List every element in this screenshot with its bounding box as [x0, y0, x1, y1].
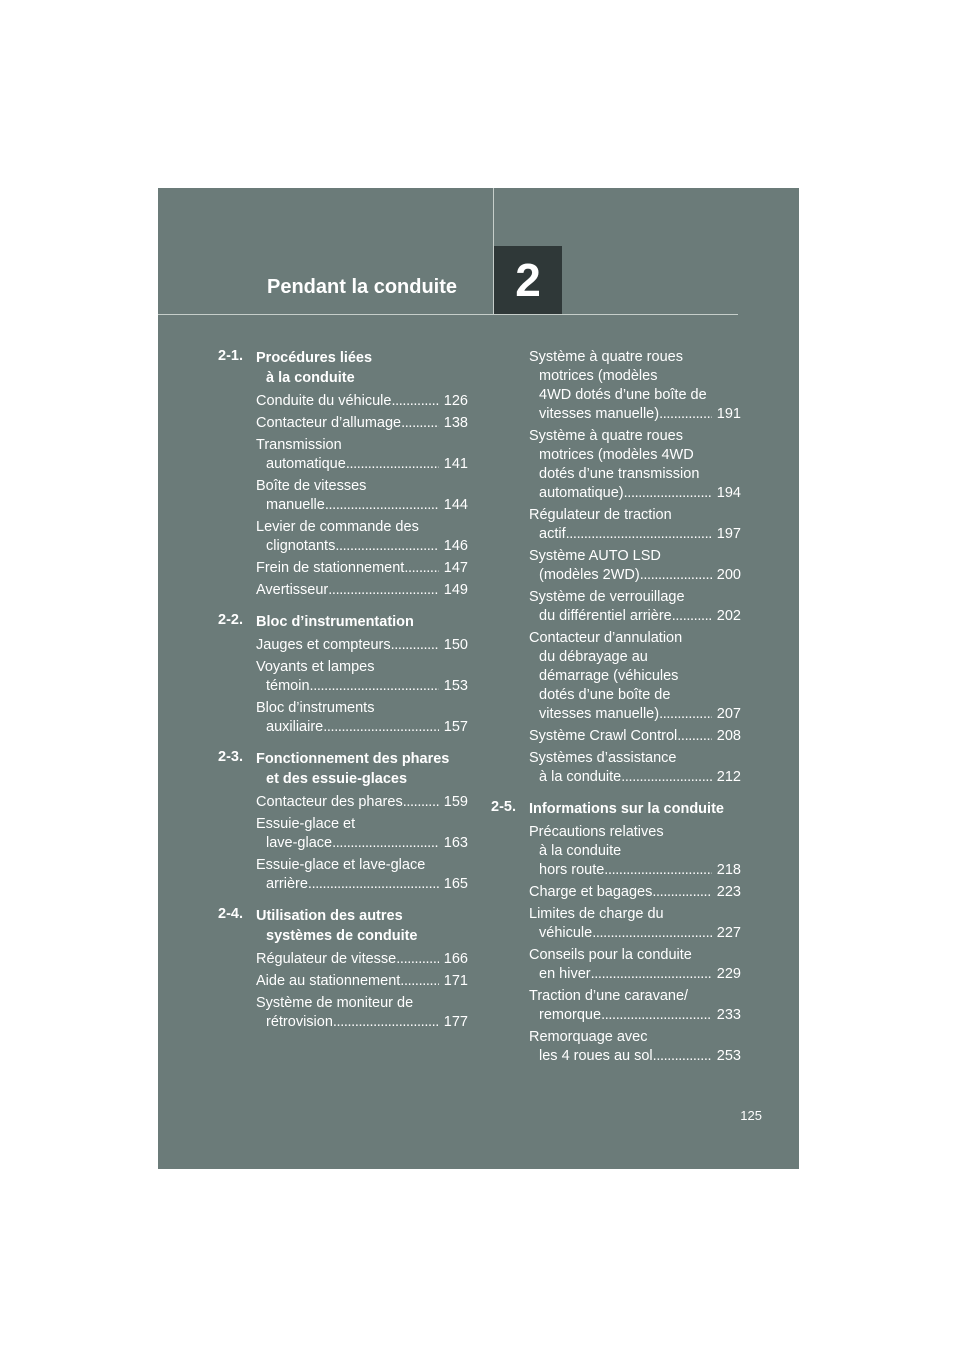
toc-entry[interactable] [256, 581, 468, 600]
toc-entry-text: dotés d’une boîte de [539, 687, 671, 703]
toc-entry[interactable] [529, 987, 741, 1025]
dot-leader [400, 972, 439, 991]
toc-entry-text: Conduite du véhicule [256, 393, 392, 409]
dot-leader [601, 1006, 712, 1025]
toc-entry-text: Système de moniteur de [256, 995, 414, 1011]
toc-entry-text: Aide au stationnement [256, 973, 401, 989]
dot-leader [659, 405, 712, 424]
toc-entry-text: automatique) [539, 485, 624, 501]
toc-entry-text: (modèles 2WD) [539, 567, 640, 583]
toc-entry[interactable] [256, 699, 468, 737]
dot-leader [404, 559, 438, 578]
toc-section [218, 749, 468, 894]
dot-leader [640, 566, 712, 585]
toc-page-ref: 208 [716, 728, 741, 744]
toc-entry[interactable] [256, 793, 468, 812]
toc-entry-text: rétrovision [266, 1014, 333, 1030]
toc-entry-text: Limites de charge du [529, 906, 664, 922]
toc-page-ref: 223 [716, 884, 741, 900]
toc-entry-text: Essuie-glace et lave-glace [256, 857, 426, 873]
toc-entry[interactable] [256, 815, 468, 853]
chapter-panel [158, 188, 799, 1169]
section-title-line: Procédures liées [256, 350, 373, 366]
toc-entry-text: Contacteur d’annulation [529, 630, 683, 646]
chapter-title: Pendant la conduite [267, 276, 458, 298]
toc-page-ref: 177 [443, 1014, 468, 1030]
toc-page-ref: 200 [716, 567, 741, 583]
toc-entry[interactable] [529, 588, 741, 626]
toc-entry-text: Frein de stationnement [256, 560, 405, 576]
toc-entry-text: à la conduite [539, 843, 622, 859]
toc-entry[interactable] [529, 547, 741, 585]
dot-leader [310, 677, 439, 696]
dot-leader [332, 834, 439, 853]
toc-entry-text: dotés d’une transmission [539, 466, 700, 482]
toc-entry[interactable] [529, 506, 741, 544]
toc-entry-text: Contacteur d’allumage [256, 415, 402, 431]
toc-entry-text: Charge et bagages [529, 884, 653, 900]
dot-leader [592, 924, 712, 943]
toc-entry-text: auxiliaire [266, 719, 324, 735]
toc-entry[interactable] [256, 972, 468, 991]
toc-page-ref: 141 [443, 456, 468, 472]
toc-entry[interactable] [256, 658, 468, 696]
toc-entry-text: témoin [266, 678, 310, 694]
toc-column-right [491, 348, 741, 1078]
toc-page-ref: 153 [443, 678, 468, 694]
toc-entry[interactable] [256, 518, 468, 556]
page-number: 125 [740, 1108, 762, 1123]
toc-entry[interactable] [529, 629, 741, 724]
toc-entry[interactable] [256, 414, 468, 433]
toc-entry[interactable] [529, 946, 741, 984]
toc-page-ref: 149 [443, 582, 468, 598]
toc-entry-text: Levier de commande des [256, 519, 419, 535]
toc-entry[interactable] [256, 994, 468, 1032]
toc-page-ref: 197 [716, 526, 741, 542]
toc-page-ref: 157 [443, 719, 468, 735]
dot-leader [403, 793, 439, 812]
toc-page-ref: 159 [443, 794, 468, 810]
toc-column-left [218, 348, 468, 1044]
toc-page-ref: 194 [716, 485, 741, 501]
section-title-line: et des essuie-glaces [266, 771, 408, 787]
toc-entry-text: Remorquage avec [529, 1029, 648, 1045]
toc-entry-text: Voyants et lampes [256, 659, 375, 675]
section-number: 2-2. [218, 612, 243, 628]
toc-entry-text: automatique [266, 456, 346, 472]
dot-leader [672, 607, 712, 626]
toc-entry-text: du débrayage au [539, 649, 648, 665]
dot-leader [604, 861, 712, 880]
dot-leader [591, 965, 712, 984]
section-title-line: systèmes de conduite [266, 928, 418, 944]
toc-entry-text: hors route [539, 862, 605, 878]
toc-entry-text: Systèmes d’assistance [529, 750, 677, 766]
toc-page-ref: 202 [716, 608, 741, 624]
dot-leader [624, 484, 712, 503]
toc-page-ref: 207 [716, 706, 741, 722]
dot-leader [566, 525, 712, 544]
dot-leader [396, 950, 439, 969]
toc-entry[interactable] [529, 427, 741, 503]
toc-entry[interactable] [256, 950, 468, 969]
toc-section [218, 906, 468, 1032]
toc-entry[interactable] [256, 477, 468, 515]
section-title-line: Informations sur la conduite [529, 801, 724, 817]
toc-entry[interactable] [529, 1028, 741, 1066]
toc-entry[interactable] [529, 883, 741, 902]
toc-page-ref: 191 [716, 406, 741, 422]
toc-entry-text: Boîte de vitesses [256, 478, 367, 494]
toc-section [491, 348, 741, 787]
toc-page-ref: 126 [443, 393, 468, 409]
toc-entry-text: véhicule [539, 925, 593, 941]
toc-section [218, 612, 468, 737]
section-title-line: Utilisation des autres [256, 908, 403, 924]
toc-entry-text: Avertisseur [256, 582, 329, 598]
toc-page-ref: 163 [443, 835, 468, 851]
dot-leader [346, 455, 439, 474]
section-title [529, 799, 741, 819]
section-title [256, 348, 468, 388]
dot-leader [333, 1013, 439, 1032]
toc-page-ref: 165 [443, 876, 468, 892]
toc-entry-text: Régulateur de vitesse [256, 951, 397, 967]
toc-entry-text: vitesses manuelle) [539, 706, 660, 722]
dot-leader [621, 768, 712, 787]
toc-page-ref: 218 [716, 862, 741, 878]
dot-leader [328, 581, 439, 600]
toc-entry-text: clignotants [266, 538, 336, 554]
toc-entry-text: vitesses manuelle) [539, 406, 660, 422]
toc-entry-text: du différentiel arrière [539, 608, 672, 624]
toc-entry[interactable] [256, 392, 468, 411]
dot-leader [335, 537, 438, 556]
toc-entry[interactable] [529, 823, 741, 880]
toc-entry-text: Transmission [256, 437, 342, 453]
toc-entry[interactable] [529, 905, 741, 943]
toc-entry-text: Système AUTO LSD [529, 548, 661, 564]
toc-entry-text: démarrage (véhicules [539, 668, 679, 684]
section-number: 2-1. [218, 348, 243, 364]
toc-entry-text: remorque [539, 1007, 602, 1023]
section-title [256, 612, 468, 632]
toc-entry-text: les 4 roues au sol [539, 1048, 653, 1064]
toc-entry-text: motrices (modèles 4WD [539, 447, 694, 463]
header-divider-horizontal [158, 314, 738, 315]
toc-page-ref: 150 [443, 637, 468, 653]
toc-page-ref: 233 [716, 1007, 741, 1023]
toc-page-ref: 227 [716, 925, 741, 941]
toc-entry[interactable] [529, 348, 741, 424]
section-number: 2-5. [491, 799, 516, 815]
section-title-line: Fonctionnement des phares [256, 751, 450, 767]
toc-entry[interactable] [256, 636, 468, 655]
toc-entry[interactable] [256, 856, 468, 894]
dot-leader [391, 392, 438, 411]
toc-page-ref: 171 [443, 973, 468, 989]
toc-section [491, 799, 741, 1066]
toc-entry-text: Système de verrouillage [529, 589, 685, 605]
dot-leader [659, 705, 712, 724]
toc-entry-text: Contacteur des phares [256, 794, 403, 810]
toc-page-ref: 253 [716, 1048, 741, 1064]
toc-entry-text: Système à quatre roues [529, 428, 683, 444]
section-title [256, 906, 468, 946]
toc-entry-text: 4WD dotés d’une boîte de [539, 387, 707, 403]
section-title-line: Bloc d’instrumentation [256, 614, 414, 630]
dot-leader [677, 727, 712, 746]
toc-entry[interactable] [256, 436, 468, 474]
toc-section [218, 348, 468, 600]
toc-page-ref: 138 [443, 415, 468, 431]
toc-entry-text: Essuie-glace et [256, 816, 356, 832]
toc-page-ref: 166 [443, 951, 468, 967]
dot-leader [308, 875, 439, 894]
section-number: 2-4. [218, 906, 243, 922]
toc-entry[interactable] [256, 559, 468, 578]
toc-entry-text: Régulateur de traction [529, 507, 672, 523]
toc-entry-text: Conseils pour la conduite [529, 947, 692, 963]
toc-entry[interactable] [529, 727, 741, 746]
toc-page-ref: 146 [443, 538, 468, 554]
toc-entry-text: Système Crawl Control [529, 728, 678, 744]
toc-entry-text: à la conduite [539, 769, 622, 785]
dot-leader [325, 496, 439, 515]
toc-entry-text: lave-glace [266, 835, 333, 851]
toc-page-ref: 212 [716, 769, 741, 785]
toc-entry-text: Traction d’une caravane/ [529, 988, 689, 1004]
toc-entry-text: en hiver [539, 966, 591, 982]
toc-page-ref: 229 [716, 966, 741, 982]
toc-entry-text: Bloc d’instruments [256, 700, 375, 716]
toc-entry-text: arrière [266, 876, 308, 892]
toc-entry-text: Système à quatre roues [529, 349, 683, 365]
section-title-line: à la conduite [266, 370, 355, 386]
toc-entry-text: Précautions relatives [529, 824, 664, 840]
toc-entry-text: actif [539, 526, 566, 542]
toc-entry[interactable] [529, 749, 741, 787]
toc-page-ref: 144 [443, 497, 468, 513]
dot-leader [391, 636, 439, 655]
section-title [256, 749, 468, 789]
dot-leader [323, 718, 439, 737]
dot-leader [401, 414, 439, 433]
toc-entry-text: manuelle [266, 497, 325, 513]
toc-entry-text: Jauges et compteurs [256, 637, 391, 653]
chapter-number-badge: 2 [494, 246, 562, 314]
dot-leader [652, 883, 711, 902]
toc-entry-text: motrices (modèles [539, 368, 658, 384]
toc-page-ref: 147 [443, 560, 468, 576]
dot-leader [653, 1047, 712, 1066]
section-number: 2-3. [218, 749, 243, 765]
